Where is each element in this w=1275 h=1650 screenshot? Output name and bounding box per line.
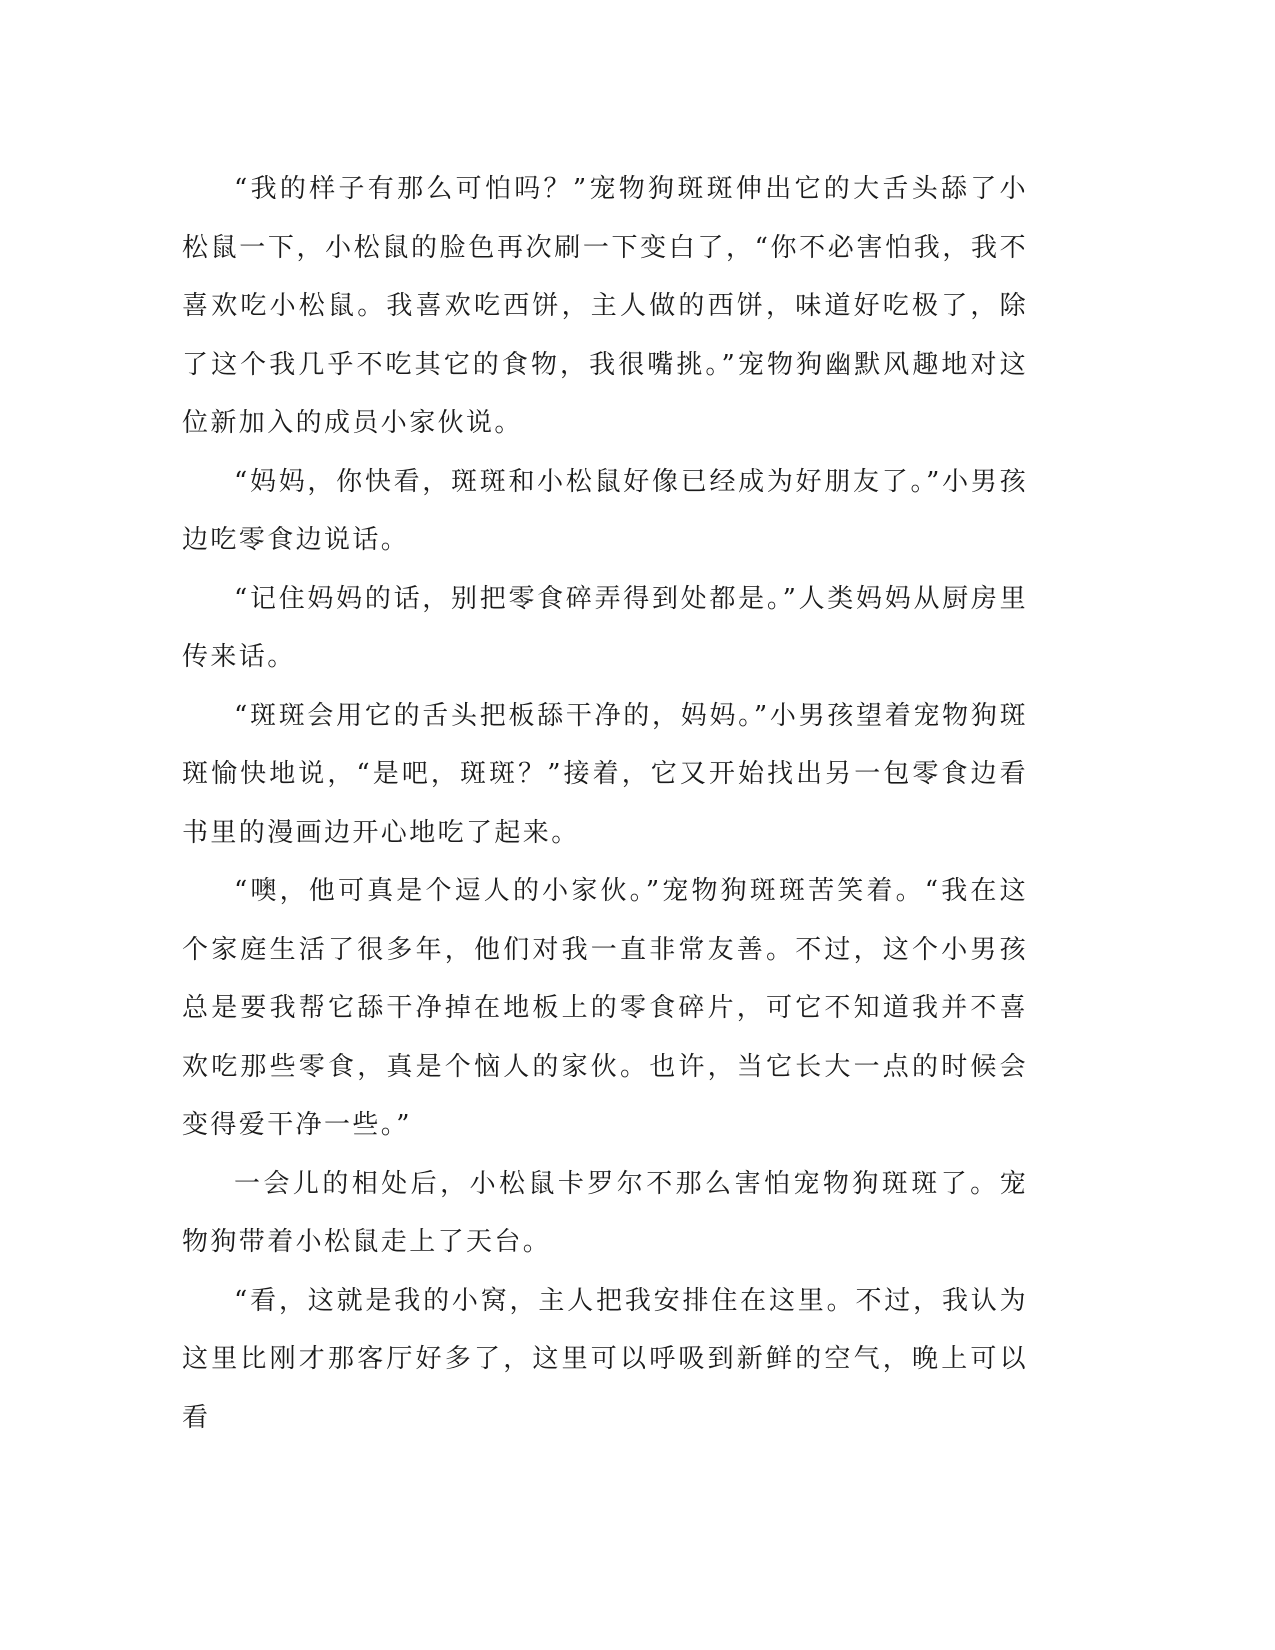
paragraph-go-to-terrace: 一会儿的相处后，小松鼠卡罗尔不那么害怕宠物狗斑斑了。宠物狗带着小松鼠走上了天台。	[182, 1168, 1028, 1257]
paragraph-dog-reflects: “噢，他可真是个逗人的小家伙。”宠物狗斑斑苦笑着。“我在这个家庭生活了很多年，他们对我一直非常友善。不过，这个小男孩总是要我帮它舔干净掉在地板上的零食碎片，可它不知道我并不喜欢吃那些零食，真是个恼人的家伙。也许，当它长大一点的时候会变得爱干净一些。”	[182, 876, 1028, 1140]
paragraph-dog-greets-squirrel: “我的样子有那么可怕吗？”宠物狗斑斑伸出它的大舌头舔了小松鼠一下，小松鼠的脸色再次刷一下变白了，“你不必害怕我，我不喜欢吃小松鼠。我喜欢吃西饼，主人做的西饼，味道好吃极了，除了这个我几乎不吃其它的食物，我很嘴挑。”宠物狗幽默风趣地对这位新加入的成员小家伙说。	[182, 174, 1028, 438]
story-text-body	[182, 160, 1028, 1447]
paragraph-boy-answers: “斑斑会用它的舌头把板舔干净的，妈妈。”小男孩望着宠物狗斑斑愉快地说，“是吧，斑斑？”接着，它又开始找出另一包零食边看书里的漫画边开心地吃了起来。	[182, 700, 1028, 848]
paragraph-dog-home: “看，这就是我的小窝，主人把我安排住在这里。不过，我认为这里比刚才那客厅好多了，这里可以呼吸到新鲜的空气，晚上可以看	[182, 1285, 1028, 1433]
paragraph-boy-speaks: “妈妈，你快看，斑斑和小松鼠好像已经成为好朋友了。”小男孩边吃零食边说话。	[182, 466, 1028, 555]
paragraph-mother-speaks: “记住妈妈的话，别把零食碎弄得到处都是。”人类妈妈从厨房里传来话。	[182, 583, 1028, 672]
